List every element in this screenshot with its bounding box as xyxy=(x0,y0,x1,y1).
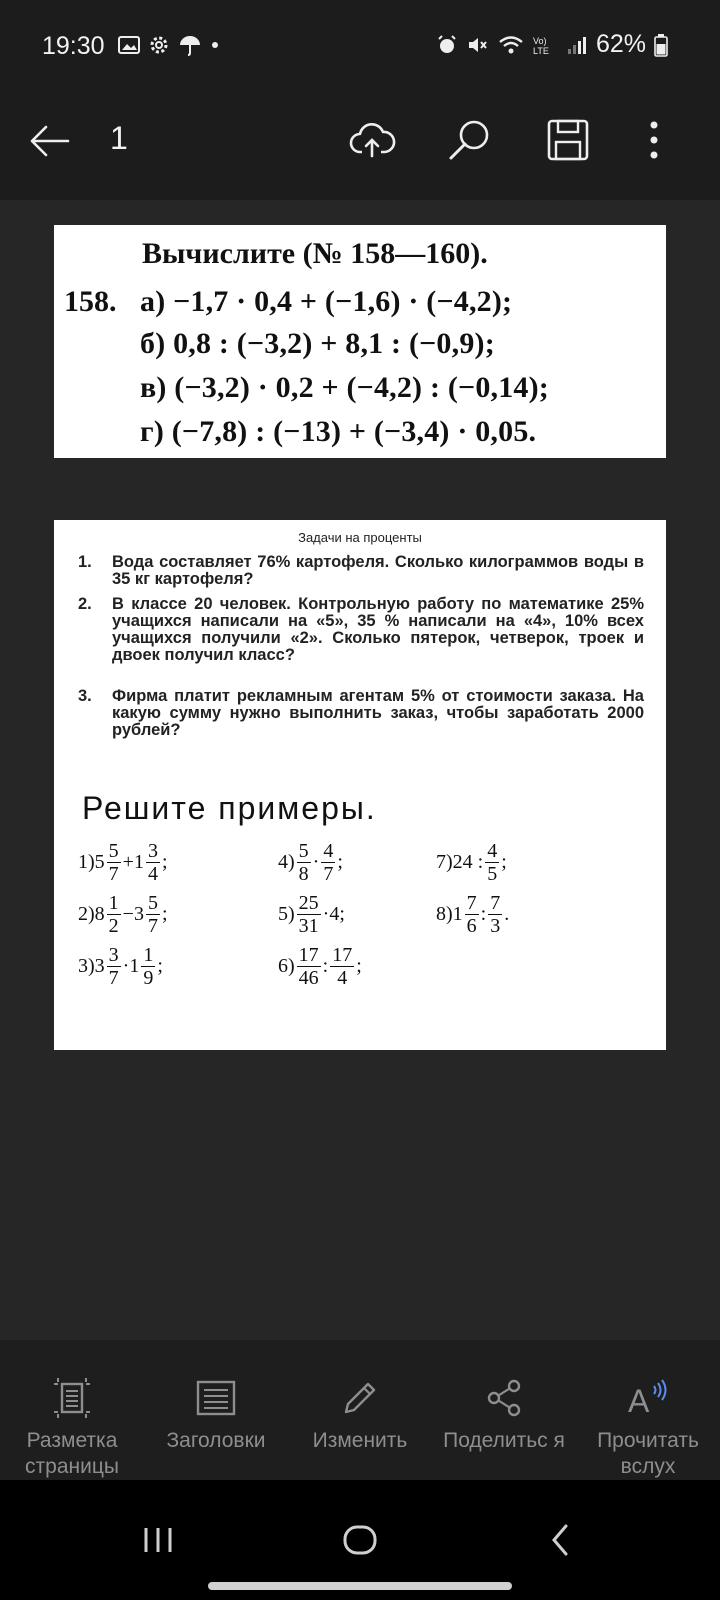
example-5 xyxy=(278,892,345,937)
svg-text:LTE: LTE xyxy=(532,45,549,56)
toolbar-label: Поделитьс я xyxy=(443,1429,565,1452)
svg-text:Vo): Vo) xyxy=(532,35,547,46)
fraction: $\frac{4}{7}$ xyxy=(323,840,334,885)
terminator: ; xyxy=(501,851,507,873)
document-image-2 xyxy=(54,520,666,1050)
page-layout-icon xyxy=(48,1374,96,1422)
cloud-upload-icon[interactable] xyxy=(348,116,396,164)
tasks-title: Задачи на проценты xyxy=(298,530,422,545)
example-4 xyxy=(278,840,343,885)
example-7 xyxy=(436,840,507,885)
example-3 xyxy=(78,944,163,989)
terminator: ; xyxy=(157,955,163,977)
task-item-number: 1. xyxy=(78,553,92,571)
toolbar-label: Прочитать вслух xyxy=(597,1429,699,1478)
alarm-icon xyxy=(436,34,458,56)
task-item-number: 2. xyxy=(78,595,92,613)
save-icon[interactable] xyxy=(544,116,592,164)
example-label: 6) xyxy=(278,955,295,977)
example-label: 3)3 xyxy=(78,955,105,977)
gesture-pill[interactable] xyxy=(208,1582,512,1590)
fraction: $\frac{5}{7}$ xyxy=(108,840,119,885)
fraction: $\frac{25}{31}$ xyxy=(298,892,319,937)
task-item xyxy=(78,688,644,739)
toolbar-label: Заголовки xyxy=(166,1429,266,1452)
recent-apps-icon[interactable] xyxy=(128,1510,188,1570)
back-nav-icon[interactable] xyxy=(530,1510,590,1570)
dot-icon xyxy=(210,40,220,50)
terminator: ; xyxy=(356,955,362,977)
example-label: 7)24 : xyxy=(436,851,484,873)
page-number: 1 xyxy=(110,120,128,156)
terminator: ; xyxy=(161,851,168,873)
expression-line: а) −1,7 · 0,4 + (−1,6) · (−4,2); xyxy=(140,285,513,318)
example-label: 8)1 xyxy=(436,903,463,925)
solve-heading: Решите примеры. xyxy=(82,790,377,826)
operator: · xyxy=(312,851,320,873)
terminator: ; xyxy=(161,903,168,925)
fraction: $\frac{17}{46}$ xyxy=(298,944,319,989)
wifi-icon xyxy=(498,34,524,56)
task-item-number: 3. xyxy=(78,687,92,705)
example-8 xyxy=(436,892,509,937)
battery-icon xyxy=(654,33,668,57)
bottom-toolbar xyxy=(0,1340,720,1480)
example-6 xyxy=(278,944,362,989)
example-2 xyxy=(78,892,168,937)
fraction: $\frac{4}{5}$ xyxy=(487,840,498,885)
document-image-1 xyxy=(54,225,666,458)
operator: ·4; xyxy=(322,903,345,925)
terminator: ; xyxy=(337,851,343,873)
task-item xyxy=(78,554,644,588)
task-item-text: В классе 20 человек. Контрольную работу по математике 25% учащихся написали на «5», 35 % написали на «4», 10% всех учащихся получили «2». Сколько пятерок, четверок, троек и двоек получил класс? xyxy=(112,595,644,664)
settings-gear-icon xyxy=(148,34,170,56)
fraction: $\frac{1}{9}$ xyxy=(143,944,154,989)
back-arrow-icon[interactable] xyxy=(26,118,72,164)
system-icons xyxy=(436,30,668,59)
app-bar xyxy=(0,90,720,200)
task-item-text: Фирма платит рекламным агентам 5% от стоимости заказа. На какую сумму нужно выполнить заказ, чтобы заработать 2000 рублей? xyxy=(112,687,644,739)
headings-button[interactable] xyxy=(144,1340,288,1480)
example-label: 1)5 xyxy=(78,851,105,873)
operator: −3 xyxy=(122,903,144,925)
share-icon xyxy=(480,1374,528,1422)
page1-heading: Вычислите (№ 158—160). xyxy=(142,237,488,270)
toolbar-label: Разметка страницы xyxy=(25,1429,119,1478)
lte-icon xyxy=(532,34,558,56)
battery-level: 62% xyxy=(595,30,646,58)
toolbar-label: Изменить xyxy=(312,1429,408,1452)
mute-icon xyxy=(466,34,490,56)
expression-line: г) (−7,8) : (−13) + (−3,4) · 0,05. xyxy=(140,415,537,448)
read-aloud-icon xyxy=(624,1374,672,1422)
example-label: 4) xyxy=(278,851,295,873)
operator: : xyxy=(480,903,487,925)
signal-icon xyxy=(566,34,588,56)
home-icon[interactable] xyxy=(330,1510,390,1570)
terminator: . xyxy=(504,903,510,925)
umbrella-icon xyxy=(178,34,202,56)
operator: : xyxy=(322,955,329,977)
more-options-icon[interactable] xyxy=(640,116,668,164)
operator: +1 xyxy=(122,851,144,873)
fraction: $\frac{17}{4}$ xyxy=(332,944,353,989)
status-bar xyxy=(0,0,720,90)
edit-button[interactable] xyxy=(288,1340,432,1480)
example-label: 2)8 xyxy=(78,903,105,925)
task-item xyxy=(78,596,644,664)
fraction: $\frac{3}{4}$ xyxy=(147,840,158,885)
read-aloud-button[interactable] xyxy=(576,1340,720,1480)
svg-text:A: A xyxy=(628,1383,650,1419)
fraction: $\frac{5}{8}$ xyxy=(298,840,309,885)
share-button[interactable] xyxy=(432,1340,576,1480)
headings-icon xyxy=(192,1374,240,1422)
fraction: $\frac{7}{6}$ xyxy=(466,892,477,937)
fraction: $\frac{1}{2}$ xyxy=(108,892,119,937)
page-layout-button[interactable] xyxy=(0,1340,144,1480)
example-label: 5) xyxy=(278,903,295,925)
gallery-icon xyxy=(118,35,140,55)
status-time: 19:30 xyxy=(42,32,105,60)
example-1 xyxy=(78,840,168,885)
task-item-text: Вода составляет 76% картофеля. Сколько килограммов воды в 35 кг картофеля? xyxy=(112,553,644,588)
notification-icons xyxy=(118,34,220,56)
fraction: $\frac{3}{7}$ xyxy=(108,944,119,989)
task-number: 158. xyxy=(64,285,117,318)
fraction: $\frac{7}{3}$ xyxy=(490,892,501,937)
fraction: $\frac{5}{7}$ xyxy=(147,892,158,937)
expression-line: в) (−3,2) · 0,2 + (−4,2) : (−0,14); xyxy=(140,371,549,404)
operator: ·1 xyxy=(122,955,140,977)
search-icon[interactable] xyxy=(446,116,494,164)
pencil-icon xyxy=(336,1374,384,1422)
expression-line: б) 0,8 : (−3,2) + 8,1 : (−0,9); xyxy=(140,327,495,360)
